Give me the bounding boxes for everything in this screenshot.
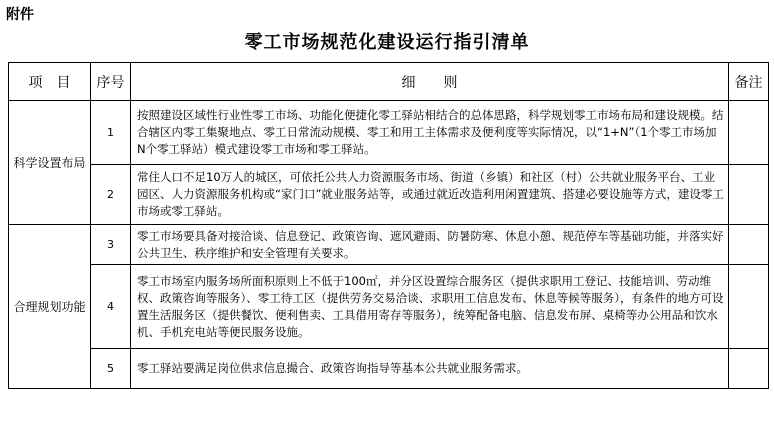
- row-detail: 零工驿站要满足岗位供求信息撮合、政策咨询指导等基本公共就业服务需求。: [131, 349, 729, 389]
- table-row: [9, 101, 769, 165]
- column-header-item: 项 目: [9, 63, 91, 101]
- column-header-note: 备注: [729, 63, 769, 101]
- row-seq: 4: [91, 265, 131, 349]
- row-note: [729, 265, 769, 349]
- table-row: [9, 165, 769, 225]
- table-row: [9, 265, 769, 349]
- row-seq: 2: [91, 165, 131, 225]
- row-detail: 常住人口不足10万人的城区，可依托公共人力资源服务市场、街道（乡镇）和社区（村）公共就业服务平台、工业园区、人力资源服务机构或“家门口”就业服务站等，或通过就近改造利用闲置建筑、搭建必要设施等方式，建设零工市场或零工驿站。: [131, 165, 729, 225]
- row-note: [729, 349, 769, 389]
- guideline-table: [8, 62, 769, 389]
- row-detail: 零工市场要具备对接洽谈、信息登记、政策咨询、遮风避雨、防暑防寒、休息小憩、规范停车等基础功能，并落实好公共卫生、秩序维护和安全管理有关要求。: [131, 225, 729, 265]
- row-seq: 1: [91, 101, 131, 165]
- row-seq: 5: [91, 349, 131, 389]
- group-item-function: 合理规划功能: [9, 225, 91, 389]
- document-title: 零工市场规范化建设运行指引清单: [244, 32, 530, 53]
- row-detail: 零工市场室内服务场所面积原则上不低于100㎡，并分区设置综合服务区（提供求职用工登记、技能培训、劳动维权、政策咨询等服务）、零工待工区（提供劳务交易洽谈、求职用工信息发布、休息等候等服务），有条件的地方可设置生活服务区（提供餐饮、便利售卖、工具借用寄存等服务），统筹配备电脑、信息发布屏、桌椅等办公用品和饮水机、手机充电站等便民服务设施。: [131, 265, 729, 349]
- table-row: [9, 225, 769, 265]
- row-note: [729, 165, 769, 225]
- table-row: [9, 349, 769, 389]
- group-item-layout: 科学设置布局: [9, 101, 91, 225]
- row-seq: 3: [91, 225, 131, 265]
- column-header-detail: 细 则: [131, 63, 729, 101]
- row-detail: 按照建设区域性行业性零工市场、功能化便捷化零工驿站相结合的总体思路，科学规划零工市场布局和建设规模。结合辖区内零工集聚地点、零工日常流动规模、零工和用工主体需求及便利度等实际情况，以“1+N”（1个零工市场加N个零工驿站）模式建设零工市场和零工驿站。: [131, 101, 729, 165]
- table-header-row: [9, 63, 769, 101]
- attachment-label: 附件: [6, 7, 34, 23]
- column-header-seq: 序号: [91, 63, 131, 101]
- row-note: [729, 225, 769, 265]
- row-note: [729, 101, 769, 165]
